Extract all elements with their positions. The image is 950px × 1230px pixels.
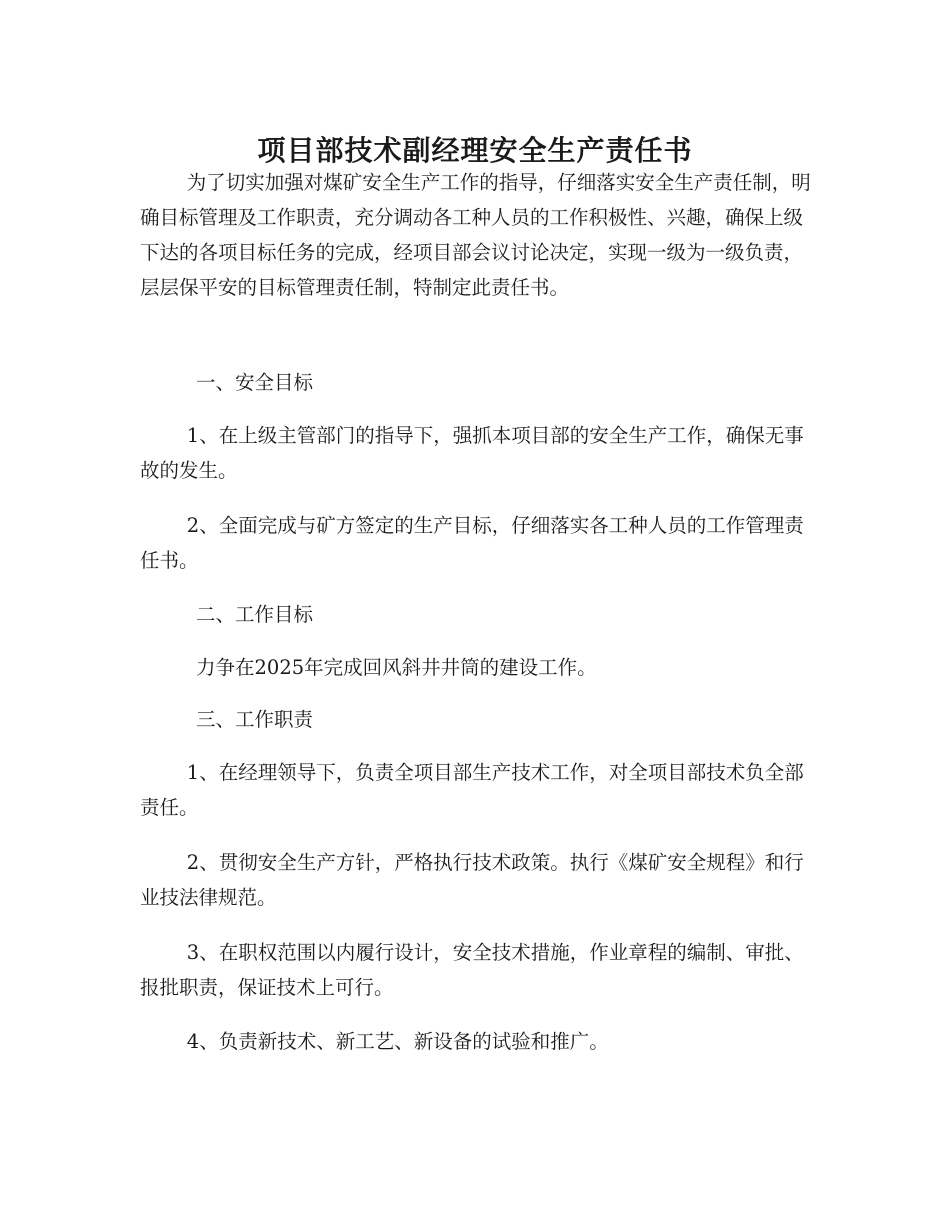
intro-paragraph: 为了切实加强对煤矿安全生产工作的指导，仔细落实安全生产责任制，明确目标管理及工作职责，充分调动各工种人员的工作积极性、兴趣，确保上级下达的各项目标任务的完成，经项目部会议讨论决定，实现一级为一级负责，层层保平安的目标管理责任制，特制定此责任书。 xyxy=(140,171,811,299)
safety-goal-item-2: 2、全面完成与矿方签定的生产目标，仔细落实各工种人员的工作管理责任书。 xyxy=(140,514,804,572)
duty-item-1: 1、在经理领导下，负责全项目部生产技术工作，对全项目部技术负全部责任。 xyxy=(140,761,804,819)
safety-goal-item-1: 1、在上级主管部门的指导下，强抓本项目部的安全生产工作，确保无事故的发生。 xyxy=(140,424,804,482)
duty-item-3: 3、在职权范围以内履行设计，安全技术措施，作业章程的编制、审批、报批职责，保证技术上可行。 xyxy=(140,941,804,999)
document-title: 项目部技术副经理安全生产责任书 xyxy=(257,133,693,167)
section-heading-work-goals: 二、工作目标 xyxy=(196,603,314,626)
duty-item-2: 2、贯彻安全生产方针，严格执行技术政策。执行《煤矿安全规程》和行业技法律规范。 xyxy=(140,851,804,909)
work-goal-text: 力争在2025年完成回风斜井井筒的建设工作。 xyxy=(196,656,597,679)
duty-item-4: 4、负责新技术、新工艺、新设备的试验和推广。 xyxy=(186,1030,609,1053)
section-heading-duties: 三、工作职责 xyxy=(196,708,314,731)
section-heading-safety-goals: 一、安全目标 xyxy=(196,371,314,394)
